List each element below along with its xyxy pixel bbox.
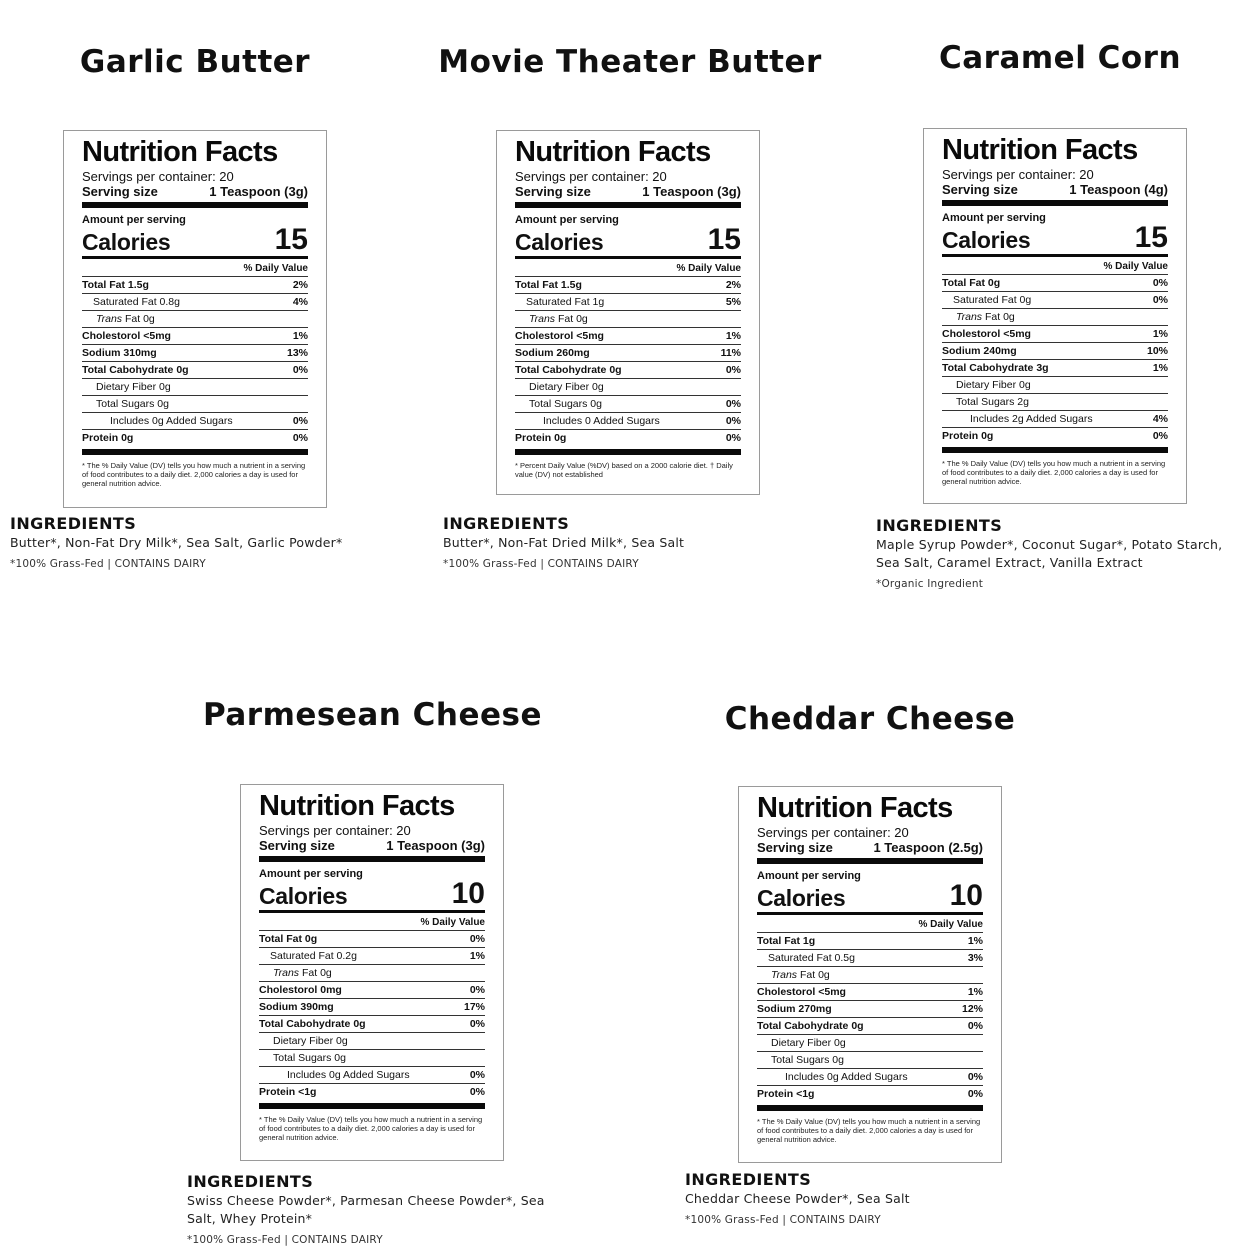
nutrient-name: Total Sugars 0g <box>96 398 169 410</box>
nutrient-name: Cholestorol <5mg <box>757 986 846 998</box>
nutrient-name: Protein <1g <box>259 1086 317 1098</box>
serving-size-value: 1 Teaspoon (2.5g) <box>873 840 983 855</box>
product-title: Garlic Butter <box>79 44 311 80</box>
nutrient-name: Total Sugars 0g <box>273 1052 346 1064</box>
nutrient-row <box>942 309 1168 326</box>
daily-value-header: % Daily Value <box>515 262 741 277</box>
nutrient-row <box>942 275 1168 292</box>
thick-divider <box>757 858 983 864</box>
nutrient-daily-value: 0% <box>292 364 308 376</box>
amount-per-serving: Amount per serving <box>259 868 363 880</box>
ingredients-heading: INGREDIENTS <box>876 516 1003 535</box>
nutrient-name: Dietary Fiber 0g <box>529 381 604 393</box>
nutrient-row <box>259 982 485 999</box>
nutrient-name: Total Cabohydrate 0g <box>259 1018 366 1030</box>
nutrient-row <box>82 362 308 379</box>
calories-value: 15 <box>707 223 741 256</box>
nutrient-row <box>942 292 1168 309</box>
nutrient-rows <box>259 931 485 1100</box>
nutrient-daily-value: 0% <box>1152 277 1168 289</box>
nutrient-row <box>942 377 1168 394</box>
ingredients-text: Maple Syrup Powder*, Coconut Sugar*, Potato Starch, Sea Salt, Caramel Extract, Vanilla Extract <box>876 537 1223 570</box>
nutrient-daily-value: 0% <box>725 398 741 410</box>
nutrient-daily-value: 0% <box>469 933 485 945</box>
nutrition-facts-label <box>63 130 327 508</box>
nutrient-row <box>942 411 1168 428</box>
nutrient-row <box>82 345 308 362</box>
nutrient-row <box>259 948 485 965</box>
nutrient-name: Protein 0g <box>515 432 567 444</box>
daily-value-header: % Daily Value <box>942 260 1168 275</box>
nutrient-name-rest: Fat 0g <box>797 969 830 981</box>
nutrient-row <box>259 1067 485 1084</box>
nutrient-row <box>757 1086 983 1102</box>
ingredients-note: *100% Grass-Fed | CONTAINS DAIRY <box>187 1234 383 1246</box>
nutrient-row <box>515 294 741 311</box>
nutrient-row <box>942 394 1168 411</box>
nutrient-name: Saturated Fat 0.8g <box>93 296 180 308</box>
nutrient-row <box>82 396 308 413</box>
nutrient-daily-value: 0% <box>469 1018 485 1030</box>
servings-per-container: Servings per container: 20 <box>942 167 1094 182</box>
nutrient-daily-value: 1% <box>292 330 308 342</box>
amount-per-serving: Amount per serving <box>757 870 861 882</box>
nutrient-name: Saturated Fat 0.5g <box>768 952 855 964</box>
nutrient-daily-value: 1% <box>1152 362 1168 374</box>
nutrient-name: Dietary Fiber 0g <box>96 381 171 393</box>
nutrition-facts-heading: Nutrition Facts <box>515 136 711 168</box>
nutrient-row <box>515 362 741 379</box>
nutrient-name-italic: Trans <box>771 969 798 981</box>
nutrient-name: Includes 2g Added Sugars <box>970 413 1093 425</box>
footnote: * The % Daily Value (DV) tells you how much a nutrient in a serving of food contributes to a daily diet. 2,000 calories a day is used for general nutrition advice. <box>942 459 1166 486</box>
serving-size-value: 1 Teaspoon (3g) <box>209 184 308 199</box>
nutrient-name: Includes 0g Added Sugars <box>287 1069 410 1081</box>
nutrient-name-italic: Trans <box>96 313 123 325</box>
ingredients-heading: INGREDIENTS <box>10 514 137 533</box>
thick-divider <box>515 202 741 208</box>
nutrient-daily-value: 0% <box>292 432 308 444</box>
nutrient-name <box>259 965 332 981</box>
nutrient-name: Protein 0g <box>82 432 134 444</box>
calories-label: Calories <box>757 885 846 911</box>
nutrient-daily-value: 0% <box>1152 294 1168 306</box>
nutrient-daily-value: 11% <box>720 347 741 359</box>
medium-divider <box>757 912 983 915</box>
nutrient-daily-value: 1% <box>967 986 983 998</box>
serving-size-row <box>942 182 1168 197</box>
nutrient-name: Includes 0 Added Sugars <box>543 415 660 427</box>
nutrient-row <box>757 933 983 950</box>
ingredients-block <box>443 514 843 572</box>
nutrient-name <box>757 967 830 983</box>
nutrient-name: Total Fat 1.5g <box>515 279 582 291</box>
nutrient-name: Includes 0g Added Sugars <box>785 1071 908 1083</box>
medium-divider <box>82 256 308 259</box>
calories-label: Calories <box>515 229 604 255</box>
nutrient-name: Saturated Fat 0g <box>953 294 1032 306</box>
nutrient-row <box>82 430 308 446</box>
nutrient-name-italic: Trans <box>956 311 983 323</box>
nutrient-rows <box>757 933 983 1102</box>
nutrient-daily-value: 1% <box>1152 328 1168 340</box>
serving-size-label: Serving size <box>82 184 158 199</box>
ingredients-block <box>10 514 410 572</box>
nutrient-name: Sodium 240mg <box>942 345 1017 357</box>
nutrition-facts-label <box>738 786 1002 1163</box>
nutrient-name: Saturated Fat 1g <box>526 296 605 308</box>
amount-per-serving: Amount per serving <box>82 214 186 226</box>
nutrient-daily-value: 1% <box>725 330 741 342</box>
nutrient-name: Total Fat 0g <box>942 277 1001 289</box>
thick-divider <box>259 1103 485 1109</box>
nutrient-name: Total Fat 1g <box>757 935 816 947</box>
nutrient-daily-value: 1% <box>967 935 983 947</box>
serving-size-row <box>757 840 983 855</box>
nutrition-facts-heading: Nutrition Facts <box>259 790 455 822</box>
nutrient-daily-value: 4% <box>292 296 308 308</box>
ingredients-note: *100% Grass-Fed | CONTAINS DAIRY <box>10 558 206 570</box>
amount-per-serving: Amount per serving <box>515 214 619 226</box>
serving-size-row <box>82 184 308 199</box>
nutrition-facts-label <box>496 130 760 495</box>
nutrient-name <box>942 309 1015 325</box>
nutrient-name: Cholestorol <5mg <box>82 330 171 342</box>
nutrient-row <box>757 1069 983 1086</box>
serving-size-label: Serving size <box>757 840 833 855</box>
nutrient-name: Cholestorol 0mg <box>259 984 342 996</box>
ingredients-block <box>876 516 1248 592</box>
nutrient-row <box>82 294 308 311</box>
servings-per-container: Servings per container: 20 <box>757 825 909 840</box>
nutrient-row <box>757 950 983 967</box>
ingredients-note: *100% Grass-Fed | CONTAINS DAIRY <box>443 558 639 570</box>
nutrient-name: Total Cabohydrate 3g <box>942 362 1049 374</box>
nutrient-daily-value: 0% <box>469 1086 485 1098</box>
nutrient-name: Dietary Fiber 0g <box>273 1035 348 1047</box>
nutrient-name: Sodium 390mg <box>259 1001 334 1013</box>
serving-size-value: 1 Teaspoon (3g) <box>642 184 741 199</box>
nutrient-daily-value: 0% <box>725 364 741 376</box>
nutrient-row <box>515 345 741 362</box>
thick-divider <box>82 449 308 455</box>
nutrient-row <box>259 1084 485 1100</box>
nutrient-row <box>82 328 308 345</box>
nutrient-row <box>259 931 485 948</box>
nutrient-daily-value: 0% <box>725 415 741 427</box>
nutrition-facts-label <box>923 128 1187 504</box>
servings-per-container: Servings per container: 20 <box>259 823 411 838</box>
nutrient-daily-value: 17% <box>463 1001 485 1013</box>
ingredients-text: Cheddar Cheese Powder*, Sea Salt <box>685 1191 910 1206</box>
thick-divider <box>942 200 1168 206</box>
calories-label: Calories <box>82 229 171 255</box>
calories-row <box>757 879 983 912</box>
nutrient-daily-value: 3% <box>967 952 983 964</box>
nutrient-row <box>259 965 485 982</box>
nutrient-row <box>757 984 983 1001</box>
thick-divider <box>82 202 308 208</box>
nutrient-name: Protein 0g <box>942 430 994 442</box>
calories-value: 15 <box>274 223 308 256</box>
nutrient-row <box>757 1035 983 1052</box>
thick-divider <box>757 1105 983 1111</box>
amount-per-serving: Amount per serving <box>942 212 1046 224</box>
product-title: Cheddar Cheese <box>724 701 1016 737</box>
nutrient-name-rest: Fat 0g <box>982 311 1015 323</box>
footnote: * The % Daily Value (DV) tells you how much a nutrient in a serving of food contributes to a daily diet. 2,000 calories a day is used for general nutrition advice. <box>82 461 306 488</box>
nutrient-daily-value: 0% <box>967 1020 983 1032</box>
serving-size-row <box>259 838 485 853</box>
nutrient-name <box>515 311 588 327</box>
nutrient-daily-value: 10% <box>1146 345 1168 357</box>
serving-size-value: 1 Teaspoon (4g) <box>1069 182 1168 197</box>
nutrient-daily-value: 0% <box>292 415 308 427</box>
nutrient-rows <box>515 277 741 446</box>
nutrient-row <box>259 1050 485 1067</box>
thick-divider <box>942 447 1168 453</box>
footnote: * Percent Daily Value (%DV) based on a 2000 calorie diet. † Daily value (DV) not established <box>515 461 733 479</box>
nutrient-name: Saturated Fat 0.2g <box>270 950 357 962</box>
nutrient-daily-value: 0% <box>469 984 485 996</box>
servings-per-container: Servings per container: 20 <box>515 169 667 184</box>
nutrient-name: Dietary Fiber 0g <box>771 1037 846 1049</box>
nutrient-row <box>515 430 741 446</box>
nutrient-daily-value: 13% <box>286 347 308 359</box>
nutrient-name: Dietary Fiber 0g <box>956 379 1031 391</box>
nutrient-daily-value: 5% <box>725 296 741 308</box>
nutrient-row <box>259 1033 485 1050</box>
nutrient-row <box>515 277 741 294</box>
ingredients-text: Butter*, Non-Fat Dry Milk*, Sea Salt, Garlic Powder* <box>10 535 343 550</box>
calories-value: 10 <box>949 879 983 912</box>
nutrient-name: Total Cabohydrate 0g <box>515 364 622 376</box>
ingredients-note: *Organic Ingredient <box>876 578 984 590</box>
nutrient-name: Total Cabohydrate 0g <box>757 1020 864 1032</box>
nutrient-rows <box>942 275 1168 444</box>
nutrient-daily-value: 2% <box>292 279 308 291</box>
nutrient-daily-value: 0% <box>967 1071 983 1083</box>
nutrient-row <box>82 277 308 294</box>
serving-size-row <box>515 184 741 199</box>
nutrient-name <box>82 311 155 327</box>
product-title: Parmesean Cheese <box>202 697 543 733</box>
calories-label: Calories <box>259 883 348 909</box>
nutrient-daily-value: 0% <box>967 1088 983 1100</box>
nutrient-name-italic: Trans <box>273 967 300 979</box>
nutrient-name: Sodium 310mg <box>82 347 157 359</box>
nutrient-name-rest: Fat 0g <box>122 313 155 325</box>
nutrient-daily-value: 1% <box>469 950 485 962</box>
calories-value: 10 <box>451 877 485 910</box>
calories-row <box>82 223 308 256</box>
ingredients-text: Butter*, Non-Fat Dried Milk*, Sea Salt <box>443 535 685 550</box>
calories-value: 15 <box>1134 221 1168 254</box>
nutrient-name-rest: Fat 0g <box>555 313 588 325</box>
nutrient-name: Includes 0g Added Sugars <box>110 415 233 427</box>
calories-row <box>259 877 485 910</box>
nutrient-row <box>259 1016 485 1033</box>
nutrient-row <box>942 326 1168 343</box>
nutrient-name-italic: Trans <box>529 313 556 325</box>
nutrient-row <box>757 1018 983 1035</box>
nutrient-daily-value: 2% <box>725 279 741 291</box>
medium-divider <box>259 910 485 913</box>
nutrient-row <box>82 413 308 430</box>
nutrient-rows <box>82 277 308 446</box>
serving-size-value: 1 Teaspoon (3g) <box>386 838 485 853</box>
nutrient-row <box>259 999 485 1016</box>
nutrient-name: Sodium 260mg <box>515 347 590 359</box>
product-title: Caramel Corn <box>938 40 1182 76</box>
nutrient-daily-value: 0% <box>1152 430 1168 442</box>
product-title: Movie Theater Butter <box>438 44 822 80</box>
daily-value-header: % Daily Value <box>757 918 983 933</box>
nutrient-daily-value: 4% <box>1152 413 1168 425</box>
nutrient-name: Cholestorol <5mg <box>942 328 1031 340</box>
footnote: * The % Daily Value (DV) tells you how much a nutrient in a serving of food contributes to a daily diet. 2,000 calories a day is used for general nutrition advice. <box>259 1115 483 1142</box>
nutrient-row <box>82 311 308 328</box>
calories-row <box>942 221 1168 254</box>
nutrient-row <box>942 343 1168 360</box>
nutrient-row <box>515 379 741 396</box>
nutrient-row <box>515 396 741 413</box>
medium-divider <box>942 254 1168 257</box>
ingredients-note: *100% Grass-Fed | CONTAINS DAIRY <box>685 1214 881 1226</box>
nutrient-row <box>942 428 1168 444</box>
nutrient-name: Total Fat 1.5g <box>82 279 149 291</box>
nutrient-daily-value: 12% <box>961 1003 983 1015</box>
serving-size-label: Serving size <box>515 184 591 199</box>
nutrient-name: Cholestorol <5mg <box>515 330 604 342</box>
ingredients-block <box>685 1170 1065 1228</box>
nutrient-row <box>515 311 741 328</box>
ingredients-heading: INGREDIENTS <box>685 1170 812 1189</box>
daily-value-header: % Daily Value <box>82 262 308 277</box>
nutrient-daily-value: 0% <box>725 432 741 444</box>
nutrient-name-rest: Fat 0g <box>299 967 332 979</box>
nutrient-name: Total Sugars 2g <box>956 396 1029 408</box>
nutrient-row <box>515 328 741 345</box>
servings-per-container: Servings per container: 20 <box>82 169 234 184</box>
nutrition-facts-heading: Nutrition Facts <box>757 792 953 824</box>
nutrient-name: Total Cabohydrate 0g <box>82 364 189 376</box>
nutrient-name: Total Sugars 0g <box>529 398 602 410</box>
nutrient-daily-value: 0% <box>469 1069 485 1081</box>
nutrition-facts-heading: Nutrition Facts <box>82 136 278 168</box>
daily-value-header: % Daily Value <box>259 916 485 931</box>
nutrient-name: Total Fat 0g <box>259 933 318 945</box>
nutrient-row <box>757 967 983 984</box>
serving-size-label: Serving size <box>259 838 335 853</box>
nutrient-row <box>515 413 741 430</box>
medium-divider <box>515 256 741 259</box>
ingredients-heading: INGREDIENTS <box>443 514 570 533</box>
nutrient-name: Sodium 270mg <box>757 1003 832 1015</box>
nutrition-facts-label <box>240 784 504 1161</box>
thick-divider <box>259 856 485 862</box>
thick-divider <box>515 449 741 455</box>
ingredients-block <box>187 1172 567 1248</box>
serving-size-label: Serving size <box>942 182 1018 197</box>
nutrient-name: Total Sugars 0g <box>771 1054 844 1066</box>
nutrient-name: Protein <1g <box>757 1088 815 1100</box>
nutrient-row <box>757 1001 983 1018</box>
nutrition-facts-heading: Nutrition Facts <box>942 134 1138 166</box>
ingredients-text: Swiss Cheese Powder*, Parmesan Cheese Powder*, Sea Salt, Whey Protein* <box>187 1193 545 1226</box>
nutrient-row <box>82 379 308 396</box>
nutrient-row <box>942 360 1168 377</box>
calories-row <box>515 223 741 256</box>
ingredients-heading: INGREDIENTS <box>187 1172 314 1191</box>
nutrient-row <box>757 1052 983 1069</box>
calories-label: Calories <box>942 227 1031 253</box>
footnote: * The % Daily Value (DV) tells you how much a nutrient in a serving of food contributes to a daily diet. 2,000 calories a day is used for general nutrition advice. <box>757 1117 981 1144</box>
